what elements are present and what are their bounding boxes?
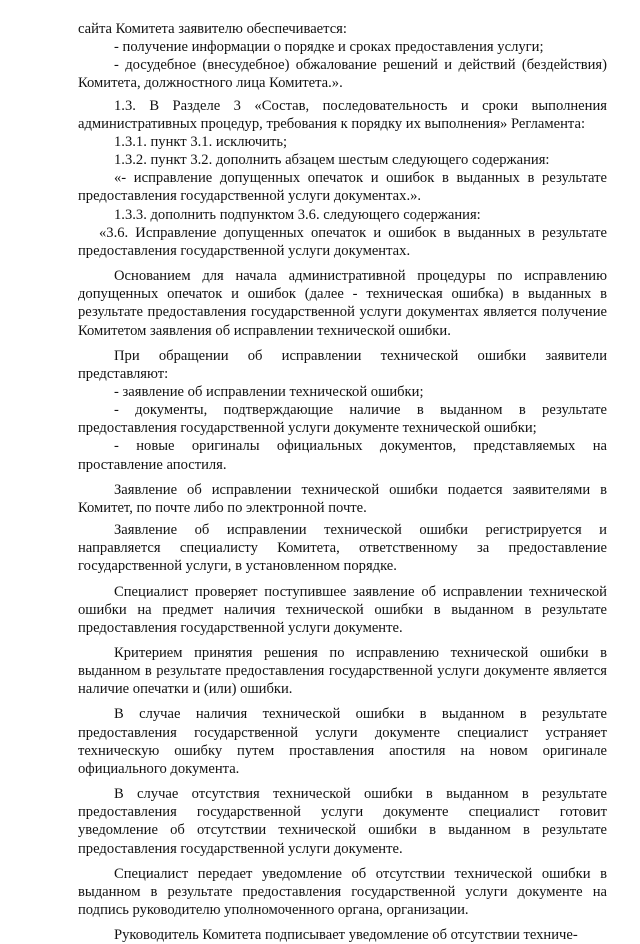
- paragraph-6: 1.3.2. пункт 3.2. дополнить абзацем шестым следующего содержания:: [114, 152, 550, 169]
- paragraph-11: При обращении об исправлении технической ошибки заявители представляют:: [78, 347, 607, 382]
- paragraph-19: В случае наличия технической ошибки в выданном в результате предоставления государственной услуги документе специалист устраняет техническую ошибку путем проставления апостиля на новом оригинале официального документа.: [78, 706, 607, 777]
- paragraph-3: - досудебное (внесудебное) обжалование решений и действий (бездействия) Комитета, должностного лица Комитета.».: [78, 57, 607, 92]
- paragraph-13: - документы, подтверждающие наличие в выданном в результате предоставления государственной услуги документе технической ошибки;: [78, 402, 607, 437]
- paragraph-9: «3.6. Исправление допущенных опечаток и ошибок в выданных в результате предоставления государственной услуги документах.: [78, 224, 607, 259]
- paragraph-8: 1.3.3. дополнить подпунктом 3.6. следующего содержания:: [114, 206, 481, 223]
- paragraph-17: Специалист проверяет поступившее заявление об исправлении технической ошибки на предмет наличия технической ошибки в выданном в результате предоставления государственной услуги документе.: [78, 583, 607, 636]
- paragraph-21: Специалист передает уведомление об отсутствии технической ошибки в выданном в результате предоставления государственной услуги документе на подпись руководителю уполномоченного органа, организации.: [78, 865, 607, 919]
- paragraph-2: - получение информации о порядке и сроках предоставления услуги;: [114, 39, 544, 56]
- paragraph-18: Критерием принятия решения по исправлению технической ошибки в выданном в результате предоставления государственной услуги документе является наличие опечатки и (или) ошибки.: [78, 645, 607, 698]
- paragraph-22: Руководитель Комитета подписывает уведомление об отсутствии техниче-: [114, 927, 578, 944]
- paragraph-20: В случае отсутствия технической ошибки в выданном в результате предоставления государственной услуги документе специалист готовит уведомление об отсутствии технической ошибки в выданном в результате предоставления государственной услуги документе.: [78, 786, 607, 857]
- paragraph-4: 1.3. В Разделе 3 «Состав, последовательность и сроки выполнения административных процедур, требования к порядку их выполнения» Регламента:: [78, 97, 607, 132]
- paragraph-7: «- исправление допущенных опечаток и ошибок в выданных в результате предоставления государственной услуги документах.».: [78, 170, 607, 205]
- paragraph-1: сайта Комитета заявителю обеспечивается:: [78, 21, 347, 37]
- paragraph-12: - заявление об исправлении технической ошибки;: [114, 383, 424, 400]
- paragraph-5: 1.3.1. пункт 3.1. исключить;: [114, 133, 288, 150]
- paragraph-14: - новые оригиналы официальных документов, представляемых на проставление апостиля.: [78, 438, 607, 473]
- paragraph-15: Заявление об исправлении технической ошибки подается заявителями в Комитет, по почте либо по электронной почте.: [78, 481, 607, 516]
- document-page: [78, 20, 607, 944]
- paragraph-10: Основанием для начала административной процедуры по исправлению допущенных опечаток и ошибок (далее - техническая ошибка) в выданных в результате предоставления государственной услуги документах является получение Комитетом заявления об исправлении технической ошибки.: [78, 268, 607, 339]
- paragraph-16: Заявление об исправлении технической ошибки регистрируется и направляется специалисту Комитета, ответственному за предоставление государственной услуги, в установленном порядке.: [78, 522, 607, 575]
